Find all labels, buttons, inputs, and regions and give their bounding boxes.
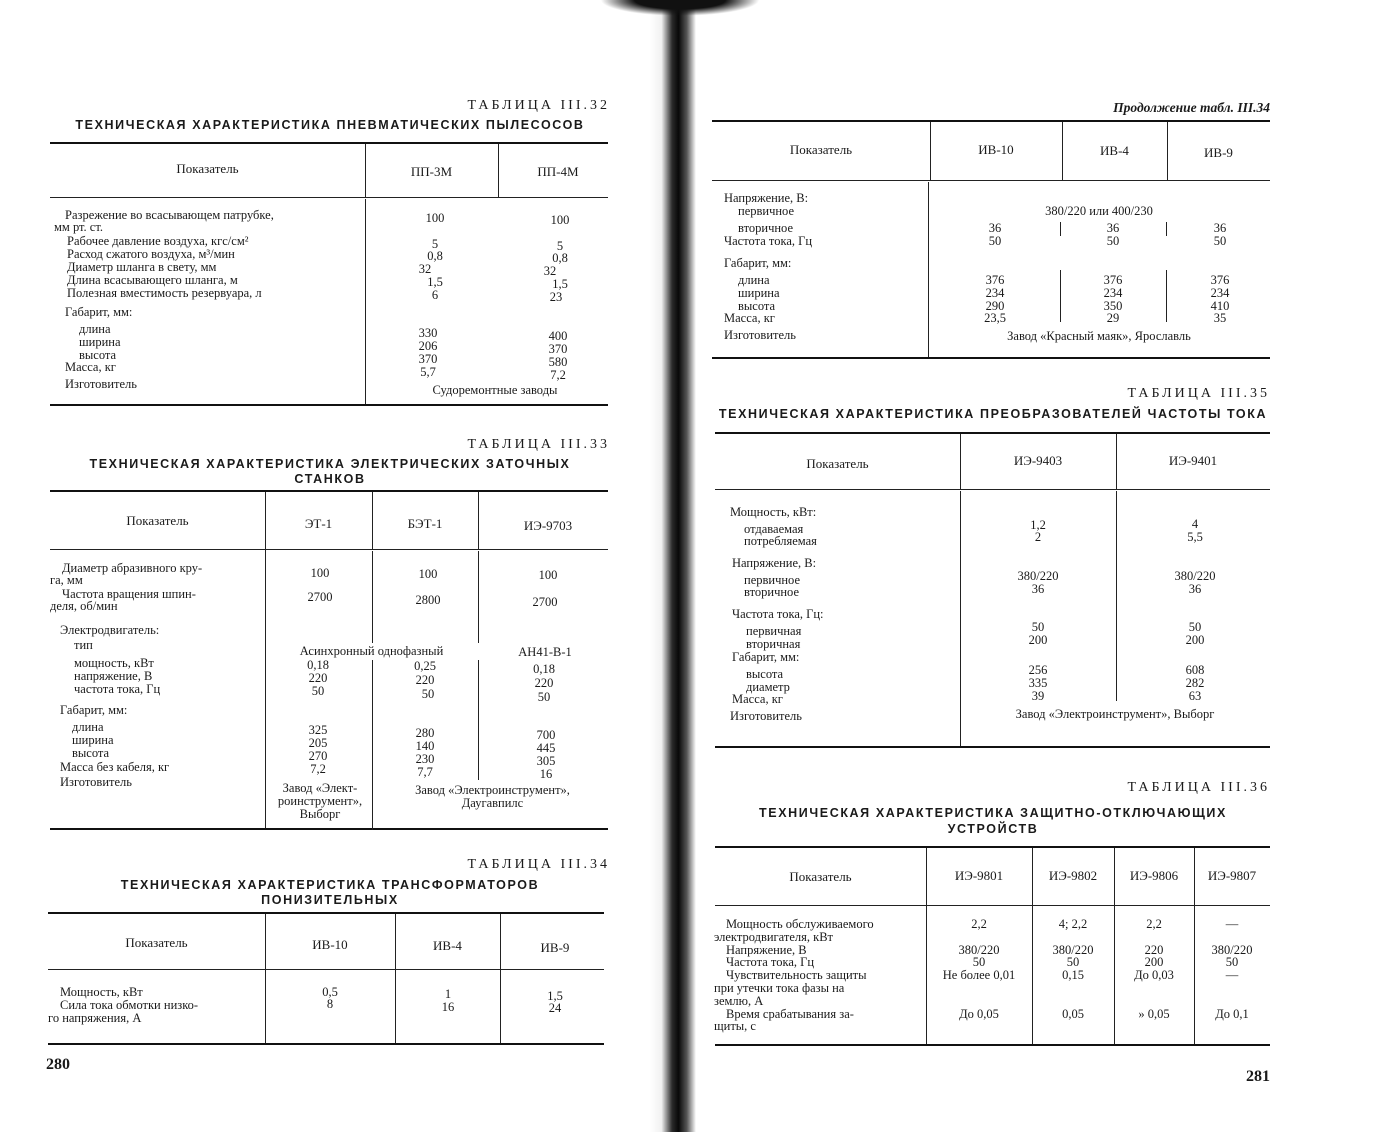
cell-value: 0,8 xyxy=(552,251,568,265)
left-page xyxy=(0,0,650,1132)
row-label: Чувствительность защиты xyxy=(726,968,867,982)
column-header: ПП-3М xyxy=(410,164,453,179)
column-header: ИЭ-9801 xyxy=(954,868,1004,883)
cell-value: 370 xyxy=(548,342,568,356)
table-label: ТАБЛИЦА III.34 xyxy=(467,857,610,872)
cell-value: 380/220 xyxy=(958,943,1000,957)
cell-value: Завод «Электроинструмент», xyxy=(415,783,570,797)
cell-value: 370 xyxy=(418,352,438,366)
column-header: ИЭ-9806 xyxy=(1129,868,1179,883)
row-label: Сила тока обмотки низко- xyxy=(60,998,199,1012)
cell-value: 16 xyxy=(441,1000,455,1014)
cell-value: 445 xyxy=(536,741,556,755)
table-rule xyxy=(50,490,608,492)
cell-value: 410 xyxy=(1210,299,1230,313)
cell-value: 608 xyxy=(1185,663,1205,677)
column-divider xyxy=(265,492,266,828)
cell-value: Завод «Электроинструмент», Выборг xyxy=(1015,707,1215,721)
row-label: Частота тока, Гц xyxy=(726,955,815,969)
column-header: ЭТ-1 xyxy=(304,516,333,531)
row-label: га, мм xyxy=(50,573,83,587)
cell-value: До 0,05 xyxy=(959,1007,999,1021)
cell-value: 380/220 xyxy=(1211,943,1253,957)
cell-value: 2,2 xyxy=(1146,917,1162,931)
cell-value: 200 xyxy=(1144,955,1164,969)
column-divider xyxy=(500,914,501,1043)
table-rule xyxy=(715,432,1270,434)
table-title: ТЕХНИЧЕСКАЯ ХАРАКТЕРИСТИКА ЗАЩИТНО-ОТКЛЮЧАЮЩИХ xyxy=(759,806,1227,820)
column-header: Показатель xyxy=(126,513,189,528)
cell-value: 50 xyxy=(988,234,1002,248)
row-label: Напряжение, В: xyxy=(724,191,809,205)
row-label: Масса без кабеля, кг xyxy=(60,760,170,774)
column-divider xyxy=(1166,222,1167,236)
cell-value: Даугавпилс xyxy=(461,796,524,810)
table-title: ТЕХНИЧЕСКАЯ ХАРАКТЕРИСТИКА ПНЕВМАТИЧЕСКИХ ПЫЛЕСОСОВ xyxy=(75,118,585,132)
cell-value: 36 xyxy=(1213,221,1227,235)
row-label: Полезная вместимость резервуара, л xyxy=(67,286,262,300)
cell-value: 0,15 xyxy=(1062,968,1084,982)
table-label: ТАБЛИЦА III.33 xyxy=(467,437,610,452)
column-header: ИВ-4 xyxy=(1100,143,1129,158)
cell-value: 100 xyxy=(538,568,558,582)
cell-value: 0,25 xyxy=(414,659,436,673)
cell-value: 63 xyxy=(1188,689,1202,703)
row-label: Диаметр шланга в свету, мм xyxy=(67,260,217,274)
row-label: тип xyxy=(74,638,93,652)
cell-value: 376 xyxy=(985,273,1005,287)
cell-value: 234 xyxy=(985,286,1005,300)
cell-value: 256 xyxy=(1028,663,1048,677)
cell-value: 282 xyxy=(1185,676,1205,690)
cell-value: АН41-В-1 xyxy=(518,645,572,659)
table-rule xyxy=(715,1044,1270,1046)
cell-value: 2800 xyxy=(415,593,441,607)
cell-value: 0,8 xyxy=(427,249,443,263)
cell-value: 50 xyxy=(1188,620,1202,634)
cell-value: 50 xyxy=(1225,955,1239,969)
column-header: ИЭ-9403 xyxy=(1013,453,1063,468)
cell-value: роинструмент», xyxy=(277,794,363,808)
row-label: Изготовитель xyxy=(724,328,796,342)
cell-value: 5,5 xyxy=(1187,530,1203,544)
row-label: деля, об/мин xyxy=(50,599,118,613)
column-divider xyxy=(1166,270,1167,322)
cell-value: 700 xyxy=(536,728,556,742)
table-label: ТАБЛИЦА III.36 xyxy=(1127,780,1270,795)
column-divider xyxy=(478,551,479,643)
cell-value: 1,5 xyxy=(547,989,563,1003)
row-label: длина xyxy=(79,322,111,336)
cell-value: 36 xyxy=(1106,221,1120,235)
row-label: Диаметр абразивного кру- xyxy=(62,561,203,575)
column-header: ИВ-9 xyxy=(540,940,570,955)
table-title: СТАНКОВ xyxy=(294,472,366,486)
cell-value: 50 xyxy=(421,687,435,701)
row-label: Расход сжатого воздуха, м³/мин xyxy=(67,247,235,261)
row-label: напряжение, В xyxy=(74,669,153,683)
row-label: при утечки тока фазы на xyxy=(714,981,845,995)
cell-value: » 0,05 xyxy=(1138,1007,1170,1021)
table-rule xyxy=(712,120,1270,122)
table-rule xyxy=(712,180,1270,181)
row-label: Электродвигатель: xyxy=(60,623,160,637)
cell-value: 50 xyxy=(1213,234,1227,248)
cell-value: 36 xyxy=(1188,582,1202,596)
cell-value: 1 xyxy=(444,987,452,1001)
row-label: ширина xyxy=(79,335,121,349)
row-label: Длина всасывающего шланга, м xyxy=(67,273,238,287)
cell-value: 4; 2,2 xyxy=(1058,917,1088,931)
cell-value: 206 xyxy=(418,339,438,353)
cell-value: 50 xyxy=(1031,620,1045,634)
cell-value: 400 xyxy=(548,329,568,343)
table-label: ТАБЛИЦА III.35 xyxy=(1127,386,1270,401)
cell-value: 100 xyxy=(310,566,330,580)
cell-value: 23,5 xyxy=(984,311,1006,325)
row-label: потребляемая xyxy=(744,534,817,548)
column-divider xyxy=(265,914,266,1043)
row-label: землю, А xyxy=(714,994,764,1008)
cell-value: 50 xyxy=(1106,234,1120,248)
row-label: высота xyxy=(79,348,117,362)
row-label: первичная xyxy=(746,624,802,638)
column-divider xyxy=(1060,222,1061,236)
cell-value: 335 xyxy=(1028,676,1048,690)
row-label: Габарит, мм: xyxy=(65,305,133,319)
cell-value: 35 xyxy=(1213,311,1227,325)
cell-value: До 0,03 xyxy=(1134,968,1174,982)
cell-value: 376 xyxy=(1103,273,1123,287)
row-label: электродвигателя, кВт xyxy=(714,930,834,944)
column-header: Показатель xyxy=(176,161,239,176)
row-label: Мощность, кВт: xyxy=(730,505,817,519)
cell-value: 4 xyxy=(1191,517,1199,531)
page-number: 281 xyxy=(1246,1068,1270,1085)
row-label: вторичное xyxy=(738,221,794,235)
cell-value: Завод «Красный маяк», Ярославль xyxy=(1007,329,1191,343)
cell-value: 325 xyxy=(308,723,328,737)
cell-value: 200 xyxy=(1028,633,1048,647)
table-rule xyxy=(50,404,608,406)
cell-value: 32 xyxy=(543,264,557,278)
cell-value: 380/220 xyxy=(1052,943,1094,957)
cell-value: 205 xyxy=(308,736,328,750)
column-header: ПП-4М xyxy=(537,164,579,179)
cell-value: 580 xyxy=(548,355,568,369)
cell-value: 200 xyxy=(1185,633,1205,647)
table-rule xyxy=(715,905,1270,906)
cell-value: 100 xyxy=(425,211,445,225)
cell-value: 7,7 xyxy=(417,765,433,779)
table-rule xyxy=(48,912,604,914)
row-label: ширина xyxy=(738,286,780,300)
row-label: Напряжение, В: xyxy=(732,556,817,570)
cell-value: 0,5 xyxy=(322,985,338,999)
column-header: Показатель xyxy=(125,935,188,950)
column-divider xyxy=(372,551,373,643)
cell-value: 1,5 xyxy=(552,277,568,291)
cell-value: 2,2 xyxy=(971,917,987,931)
row-label: ширина xyxy=(72,733,114,747)
cell-value: 8 xyxy=(326,997,334,1011)
table-label: ТАБЛИЦА III.32 xyxy=(467,98,610,113)
table-title: ТЕХНИЧЕСКАЯ ХАРАКТЕРИСТИКА ТРАНСФОРМАТОРОВ xyxy=(120,878,540,892)
row-label: Частота тока, Гц xyxy=(724,234,813,248)
column-header: ИЭ-9703 xyxy=(523,518,573,533)
column-divider xyxy=(395,914,396,1043)
column-divider xyxy=(1116,491,1117,701)
column-header: ИЭ-9807 xyxy=(1207,868,1257,883)
cell-value: 234 xyxy=(1103,286,1123,300)
row-label: отдаваемая xyxy=(744,522,804,536)
cell-value: Судоремонтные заводы xyxy=(432,383,558,397)
row-label: Изготовитель xyxy=(65,377,137,391)
cell-value: 0,18 xyxy=(533,662,555,676)
table-rule xyxy=(50,142,608,144)
row-label: вторичное xyxy=(744,585,800,599)
column-divider xyxy=(478,660,479,780)
cell-value: 7,2 xyxy=(550,368,566,382)
row-label: го напряжения, А xyxy=(48,1011,142,1025)
cell-value: 36 xyxy=(988,221,1002,235)
cell-value: 24 xyxy=(548,1001,562,1015)
row-label: первичное xyxy=(738,204,795,218)
cell-value: 5 xyxy=(431,237,439,251)
cell-value: 220 xyxy=(308,671,328,685)
cell-value: 0,05 xyxy=(1062,1007,1084,1021)
cell-value: 5,7 xyxy=(420,365,436,379)
row-label: Разрежение во всасывающем патрубке, xyxy=(65,208,274,222)
cell-value: 32 xyxy=(418,262,432,276)
row-label: первичное xyxy=(744,573,801,587)
row-label: Масса, кг xyxy=(732,692,783,706)
cell-value: 39 xyxy=(1031,689,1045,703)
table-rule xyxy=(715,489,1270,490)
row-label: Частота тока, Гц: xyxy=(732,607,824,621)
row-label: высота xyxy=(738,299,776,313)
cell-value: 330 xyxy=(418,326,438,340)
cell-value: 5 xyxy=(556,239,564,253)
cell-value: 2 xyxy=(1034,530,1042,544)
cell-value: 29 xyxy=(1106,311,1120,325)
row-label: Мощность обслуживаемого xyxy=(726,917,874,931)
row-label: Масса, кг xyxy=(65,360,116,374)
table-rule xyxy=(712,357,1270,359)
row-label: Габарит, мм: xyxy=(724,256,792,270)
row-label: мм рт. ст. xyxy=(54,220,103,234)
cell-value: 50 xyxy=(972,955,986,969)
cell-value: 6 xyxy=(431,288,439,302)
row-label: Изготовитель xyxy=(60,775,132,789)
cell-value: 280 xyxy=(415,726,435,740)
row-label: Напряжение, В xyxy=(726,943,807,957)
column-divider xyxy=(1060,270,1061,322)
cell-value: 380/220 xyxy=(1174,569,1216,583)
column-header: Показатель xyxy=(806,456,869,471)
row-label: длина xyxy=(738,273,770,287)
cell-value: Выборг xyxy=(299,807,341,821)
right-page xyxy=(700,0,1388,1132)
cell-value: 220 xyxy=(1144,943,1164,957)
row-label: длина xyxy=(72,720,104,734)
row-label: Частота вращения шпин- xyxy=(62,587,196,601)
cell-value: 2700 xyxy=(307,590,333,604)
column-header: Показатель xyxy=(789,142,853,157)
row-label: частота тока, Гц xyxy=(74,682,161,696)
cell-value: 16 xyxy=(539,767,553,781)
row-label: высота xyxy=(72,746,110,760)
column-header: ИЭ-9401 xyxy=(1168,453,1218,468)
cell-value: 100 xyxy=(418,567,438,581)
table-rule xyxy=(50,197,608,198)
table-rule xyxy=(715,746,1270,748)
row-label: Время срабатывания за- xyxy=(726,1007,854,1021)
cell-value: 305 xyxy=(536,754,556,768)
cell-value: Не более 0,01 xyxy=(942,968,1016,982)
cell-value: Завод «Элект- xyxy=(282,781,358,795)
column-header: Показатель xyxy=(789,869,852,884)
cell-value: 380/220 xyxy=(1017,569,1059,583)
column-header: ИВ-10 xyxy=(312,937,348,952)
cell-value: 1,5 xyxy=(427,275,443,289)
table-title: ТЕХНИЧЕСКАЯ ХАРАКТЕРИСТИКА ПРЕОБРАЗОВАТЕЛЕЙ ЧАСТОТЫ ТОКА xyxy=(718,407,1268,421)
column-header: ИЭ-9802 xyxy=(1048,868,1098,883)
column-header: ИВ-10 xyxy=(978,142,1014,157)
row-label: высота xyxy=(746,667,784,681)
cell-value: 290 xyxy=(985,299,1005,313)
cell-value: 380/220 или 400/230 xyxy=(1045,204,1153,218)
cell-value: 270 xyxy=(308,749,328,763)
cell-value: 376 xyxy=(1210,273,1230,287)
row-label: щиты, с xyxy=(714,1019,756,1033)
column-divider xyxy=(365,199,366,404)
cell-value: Асинхронный однофазный xyxy=(299,644,444,658)
row-label: мощность, кВт xyxy=(74,656,154,670)
table-title: ПОНИЗИТЕЛЬНЫХ xyxy=(261,893,399,907)
row-label: Рабочее давление воздуха, кгс/см² xyxy=(67,234,249,248)
row-label: Габарит, мм: xyxy=(60,703,128,717)
table-rule xyxy=(50,549,608,550)
row-label: Мощность, кВт xyxy=(60,985,143,999)
row-label: диаметр xyxy=(746,680,790,694)
book-gutter-shadow xyxy=(650,0,696,1132)
cell-value: 220 xyxy=(415,673,435,687)
column-header: БЭТ-1 xyxy=(407,516,443,531)
cell-value: 0,18 xyxy=(307,658,329,672)
cell-value: 36 xyxy=(1031,582,1045,596)
row-label: вторичная xyxy=(746,637,801,651)
cell-value: 234 xyxy=(1210,286,1230,300)
cell-value: 220 xyxy=(534,676,554,690)
cell-value: 7,2 xyxy=(310,762,326,776)
continuation-caption: Продолжение табл. III.34 xyxy=(1113,100,1270,115)
page-number: 280 xyxy=(46,1056,70,1073)
cell-value: 50 xyxy=(1066,955,1080,969)
table-title: ТЕХНИЧЕСКАЯ ХАРАКТЕРИСТИКА ЭЛЕКТРИЧЕСКИХ ЗАТОЧНЫХ xyxy=(89,457,571,471)
cell-value: 230 xyxy=(415,752,435,766)
table-rule xyxy=(715,846,1270,848)
cell-value: — xyxy=(1225,917,1239,931)
cell-value: 140 xyxy=(415,739,435,753)
cell-value: 50 xyxy=(537,690,551,704)
row-label: Габарит, мм: xyxy=(732,650,800,664)
row-label: Изготовитель xyxy=(730,709,802,723)
cell-value: 2700 xyxy=(532,595,558,609)
cell-value: — xyxy=(1225,968,1239,982)
cell-value: 23 xyxy=(549,290,563,304)
column-header: ИВ-9 xyxy=(1204,145,1233,160)
column-divider xyxy=(960,491,961,746)
table-title: УСТРОЙСТВ xyxy=(947,822,1039,836)
table-rule xyxy=(50,828,608,830)
table-rule xyxy=(48,969,604,970)
cell-value: До 0,1 xyxy=(1215,1007,1249,1021)
cell-value: 50 xyxy=(311,684,325,698)
column-header: ИВ-4 xyxy=(433,938,462,953)
row-label: Масса, кг xyxy=(724,311,775,325)
table-rule xyxy=(48,1043,604,1045)
cell-value: 100 xyxy=(550,213,570,227)
cell-value: 350 xyxy=(1103,299,1123,313)
cell-value: 1,2 xyxy=(1030,518,1046,532)
